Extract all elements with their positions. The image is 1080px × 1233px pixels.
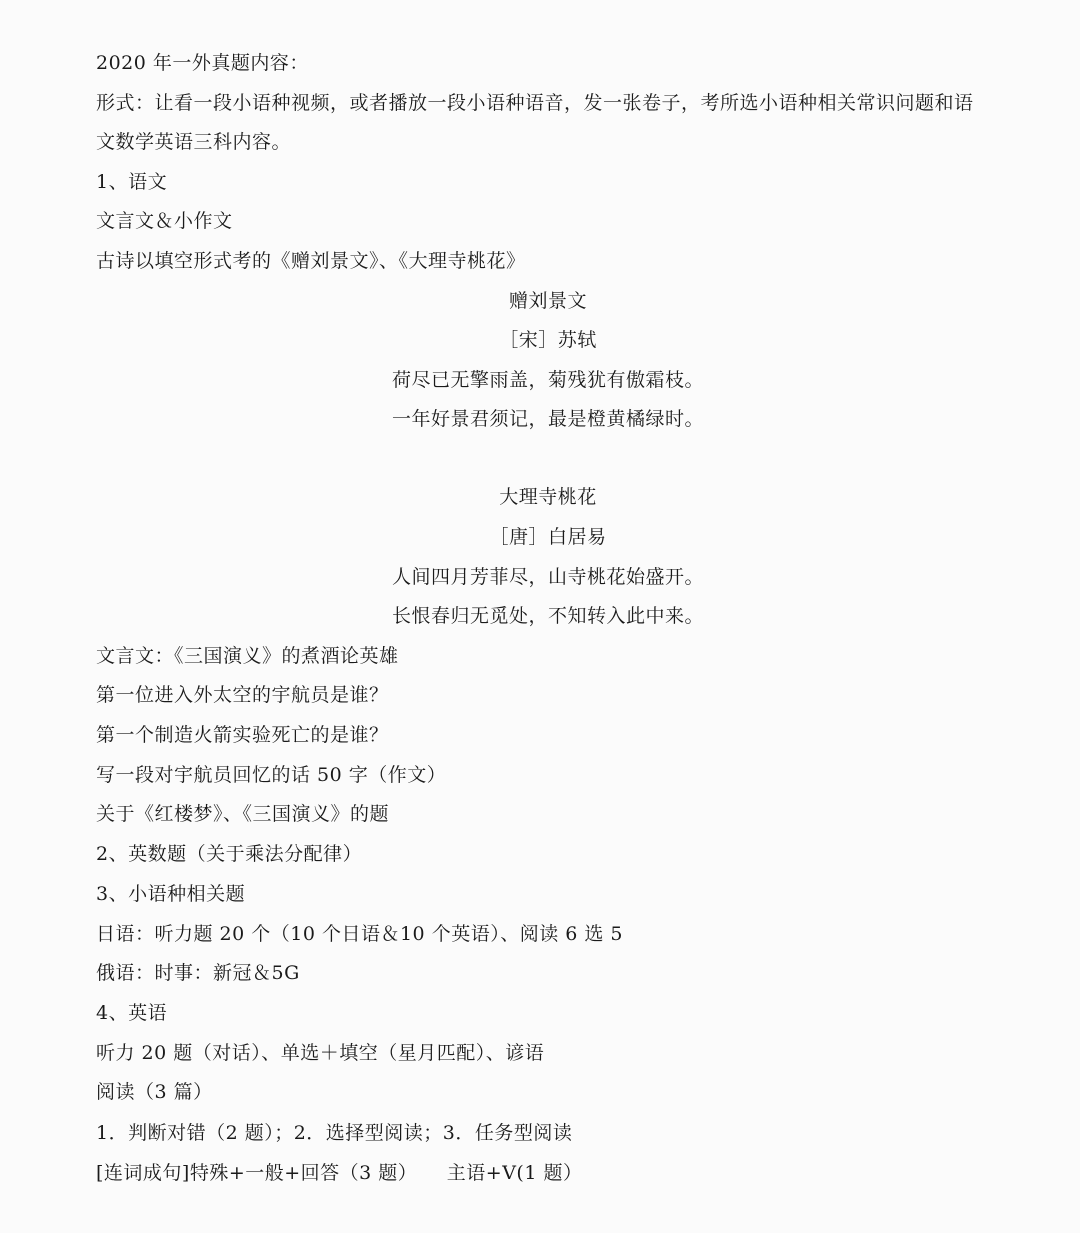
section-chinese: 1、语文 (96, 171, 168, 193)
poem2-title: 大理寺桃花 (499, 486, 597, 508)
poem1-line-2: 一年好景君须记，最是橙黄橘绿时。 (391, 408, 704, 430)
question-3: 写一段对宇航员回忆的话 50 字（作文） (96, 764, 447, 786)
doc-heading: 2020 年一外真题内容： (96, 52, 309, 74)
classical-essay: 文言文＆小作文 (96, 210, 233, 232)
russian-item: 俄语：时事：新冠＆5G (96, 962, 300, 984)
reading-item: 阅读（3 篇） (96, 1081, 213, 1103)
listening-item: 听力 20 题（对话）、单选＋填空（星月匹配）、谚语 (96, 1042, 545, 1064)
poem2-line-1: 人间四月芳菲尽，山寺桃花始盛开。 (391, 566, 704, 588)
japanese-item: 日语：听力题 20 个（10 个日语＆10 个英语）、阅读 6 选 5 (96, 923, 623, 945)
format-line-1: 形式：让看一段小语种视频，或者播放一段小语种语音，发一张卷子，考所选小语种相关常识问题和语 (96, 92, 974, 114)
section-minor-language: 3、小语种相关题 (96, 883, 246, 905)
format-line-2: 文数学英语三科内容。 (96, 131, 292, 153)
poem2-author: ［唐］白居易 (489, 526, 607, 548)
section-math: 2、英数题（关于乘法分配律） (96, 843, 363, 865)
sentence-building: [连词成句]特殊+一般+回答（3 题） 主语+V(1 题） (96, 1162, 583, 1184)
question-2: 第一个制造火箭实验死亡的是谁？ (96, 724, 389, 746)
poem1-line-1: 荷尽已无擎雨盖，菊残犹有傲霜枝。 (391, 369, 704, 391)
poem-intro: 古诗以填空形式考的《赠刘景文》、《大理寺桃花》 (96, 250, 526, 272)
reading-types: 1．判断对错（2 题）；2．选择型阅读；3．任务型阅读 (96, 1122, 573, 1144)
question-1: 第一位进入外太空的宇航员是谁？ (96, 684, 389, 706)
poem1-author: ［宋］苏轼 (499, 329, 597, 351)
question-4: 关于《红楼梦》、《三国演义》的题 (96, 803, 390, 825)
classical-text: 文言文：《三国演义》的煮酒论英雄 (96, 645, 399, 667)
section-english: 4、英语 (96, 1002, 168, 1024)
poem2-line-2: 长恨春归无觅处，不知转入此中来。 (391, 605, 704, 627)
poem1-title: 赠刘景文 (508, 290, 587, 312)
